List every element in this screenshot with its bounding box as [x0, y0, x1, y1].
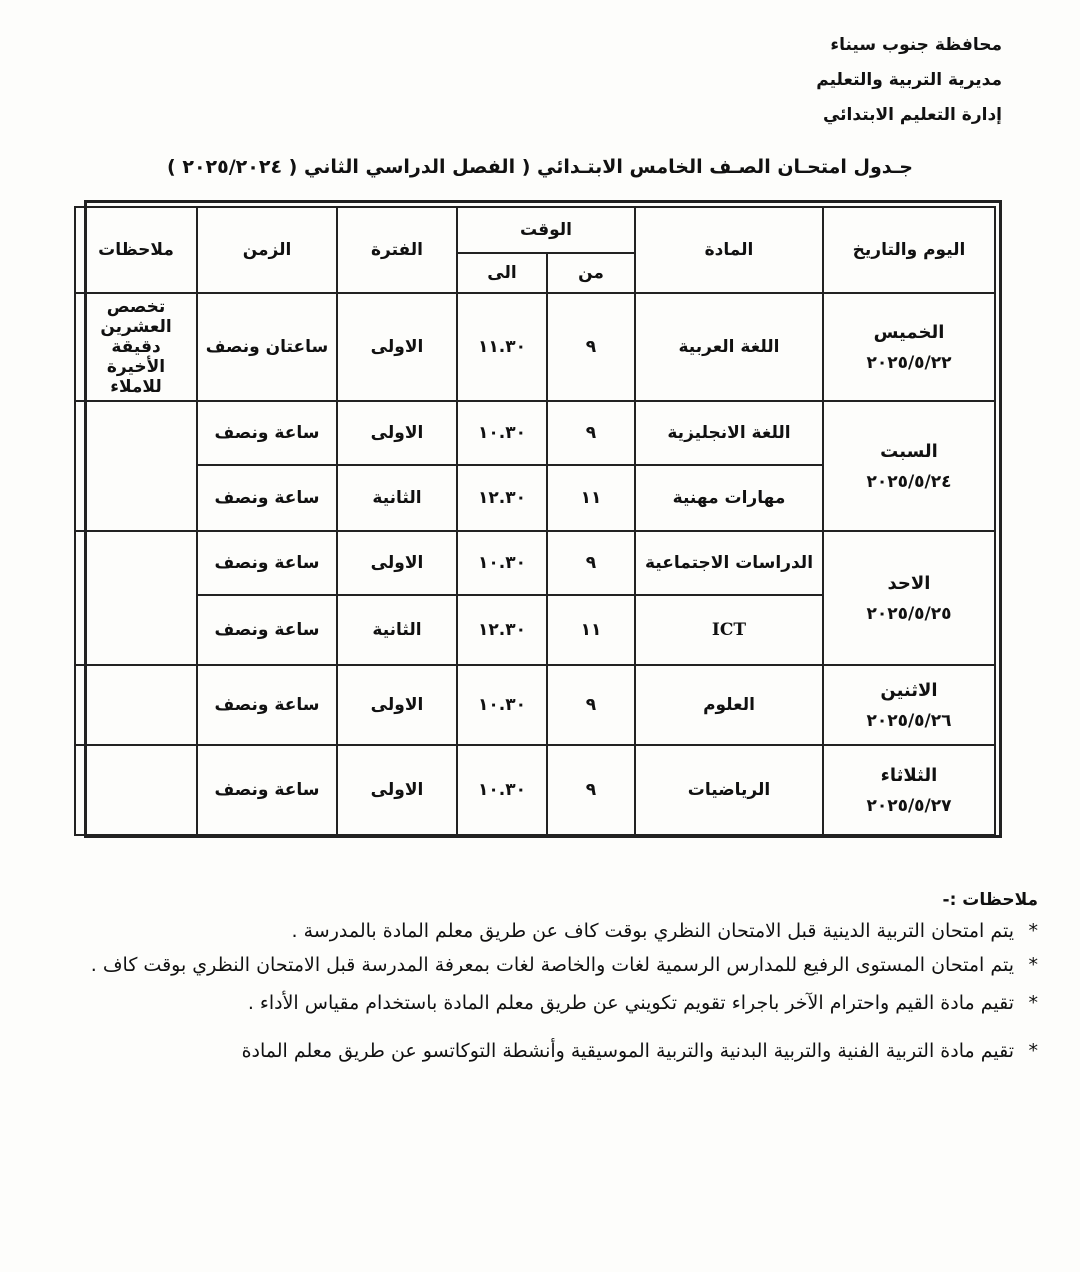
period-cell: الاولى	[337, 401, 457, 465]
notes-title: ملاحظات :-	[942, 890, 1038, 910]
subject-cell: اللغة العربية	[635, 293, 823, 401]
period-cell: الثانية	[337, 595, 457, 665]
day-name: الاثنين	[880, 679, 938, 701]
note-text: تقيم مادة القيم واحترام الآخر باجراء تقويم تكويني عن طريق معلم المادة باستخدام مقياس الأداء .	[247, 992, 1014, 1014]
directorate-line: مديرية التربية والتعليم	[816, 70, 1002, 90]
header-period: الفترة	[337, 207, 457, 293]
asterisk-icon: *	[1028, 954, 1038, 976]
time-to-cell: ١٠.٣٠	[457, 745, 547, 835]
period-cell: الاولى	[337, 531, 457, 595]
time-from-cell: ٩	[547, 531, 635, 595]
list-item	[60, 914, 1038, 948]
administration-line: إدارة التعليم الابتدائي	[822, 105, 1002, 125]
day-date: ٢٠٢٥/٥/٢٤	[866, 471, 952, 492]
period-cell: الثانية	[337, 465, 457, 531]
subject-cell: اللغة الانجليزية	[635, 401, 823, 465]
subject-cell: الدراسات الاجتماعية	[635, 531, 823, 595]
time-to-cell: ١٠.٣٠	[457, 401, 547, 465]
asterisk-icon: *	[1028, 1040, 1038, 1062]
time-from-cell: ١١	[547, 465, 635, 531]
day-name: الثلاثاء	[880, 764, 938, 786]
header-to: الى	[457, 253, 547, 293]
duration-cell: ساعة ونصف	[197, 465, 337, 531]
time-from-cell: ١١	[547, 595, 635, 665]
notes-cell	[75, 745, 197, 835]
day-name: السبت	[880, 440, 938, 462]
subject-cell: العلوم	[635, 665, 823, 745]
time-to-cell: ١٢.٣٠	[457, 595, 547, 665]
notes-list	[60, 914, 1038, 1068]
governorate-line: محافظة جنوب سيناء	[830, 35, 1002, 55]
time-to-cell: ١٠.٣٠	[457, 531, 547, 595]
asterisk-icon: *	[1028, 992, 1038, 1014]
time-to-cell: ١١.٣٠	[457, 293, 547, 401]
header-notes: ملاحظات	[75, 207, 197, 293]
duration-cell: ساعة ونصف	[197, 401, 337, 465]
letterhead	[816, 28, 1002, 133]
time-from-cell: ٩	[547, 745, 635, 835]
time-to-cell: ١٢.٣٠	[457, 465, 547, 531]
period-cell: الاولى	[337, 665, 457, 745]
note-text: تقيم مادة التربية الفنية والتربية البدنية والتربية الموسيقية وأنشطة التوكاتسو عن طريق معلم المادة	[241, 1040, 1014, 1062]
notes-cell: تخصص العشرين دقيقة الأخيرة للاملاء	[75, 293, 197, 401]
time-to-cell: ١٠.٣٠	[457, 665, 547, 745]
day-cell	[823, 401, 995, 531]
notes-cell	[75, 531, 197, 665]
day-cell	[823, 745, 995, 835]
day-cell	[823, 531, 995, 665]
subject-cell: مهارات مهنية	[635, 465, 823, 531]
day-name: الخميس	[873, 321, 945, 343]
period-cell: الاولى	[337, 745, 457, 835]
duration-cell: ساعتان ونصف	[197, 293, 337, 401]
table-row	[75, 665, 995, 745]
day-date: ٢٠٢٥/٥/٢٧	[866, 795, 952, 816]
header-subject: المادة	[635, 207, 823, 293]
period-cell: الاولى	[337, 293, 457, 401]
exam-schedule-table	[74, 206, 996, 836]
subject-cell: الرياضيات	[635, 745, 823, 835]
duration-cell: ساعة ونصف	[197, 665, 337, 745]
note-text: يتم امتحان التربية الدينية قبل الامتحان النظري بوقت كاف عن طريق معلم المادة بالمدرسة .	[291, 920, 1014, 942]
note-text: يتم امتحان المستوى الرفيع للمدارس الرسمية لغات والخاصة لغات بمعرفة المدرسة قبل الامتحان النظري بوقت كاف .	[90, 954, 1014, 976]
notes-cell	[75, 401, 197, 531]
duration-cell: ساعة ونصف	[197, 595, 337, 665]
time-from-cell: ٩	[547, 665, 635, 745]
table-row	[75, 531, 995, 595]
day-cell	[823, 665, 995, 745]
notes-section	[60, 890, 1038, 1068]
header-duration: الزمن	[197, 207, 337, 293]
day-cell	[823, 293, 995, 401]
notes-cell	[75, 665, 197, 745]
list-item	[60, 1034, 1038, 1068]
day-date: ٢٠٢٥/٥/٢٥	[866, 603, 952, 624]
time-from-cell: ٩	[547, 293, 635, 401]
day-date: ٢٠٢٥/٥/٢٦	[866, 710, 952, 731]
list-item	[60, 986, 1038, 1020]
header-from: من	[547, 253, 635, 293]
duration-cell: ساعة ونصف	[197, 531, 337, 595]
schedule-table-frame	[84, 200, 1002, 838]
day-name: الاحد	[887, 572, 931, 594]
day-date: ٢٠٢٥/٥/٢٢	[866, 352, 952, 373]
duration-cell: ساعة ونصف	[197, 745, 337, 835]
subject-cell: ICT	[635, 595, 823, 665]
header-day-date: اليوم والتاريخ	[823, 207, 995, 293]
table-row	[75, 293, 995, 401]
list-item	[60, 948, 1038, 982]
time-from-cell: ٩	[547, 401, 635, 465]
schedule-title: جـدول امتحـان الصـف الخامس الابتـدائي ( الفصل الدراسي الثاني ( ٢٠٢٥/٢٠٢٤ )	[167, 156, 913, 178]
asterisk-icon: *	[1028, 920, 1038, 942]
header-time: الوقت	[457, 207, 635, 253]
table-row	[75, 745, 995, 835]
table-row	[75, 401, 995, 465]
